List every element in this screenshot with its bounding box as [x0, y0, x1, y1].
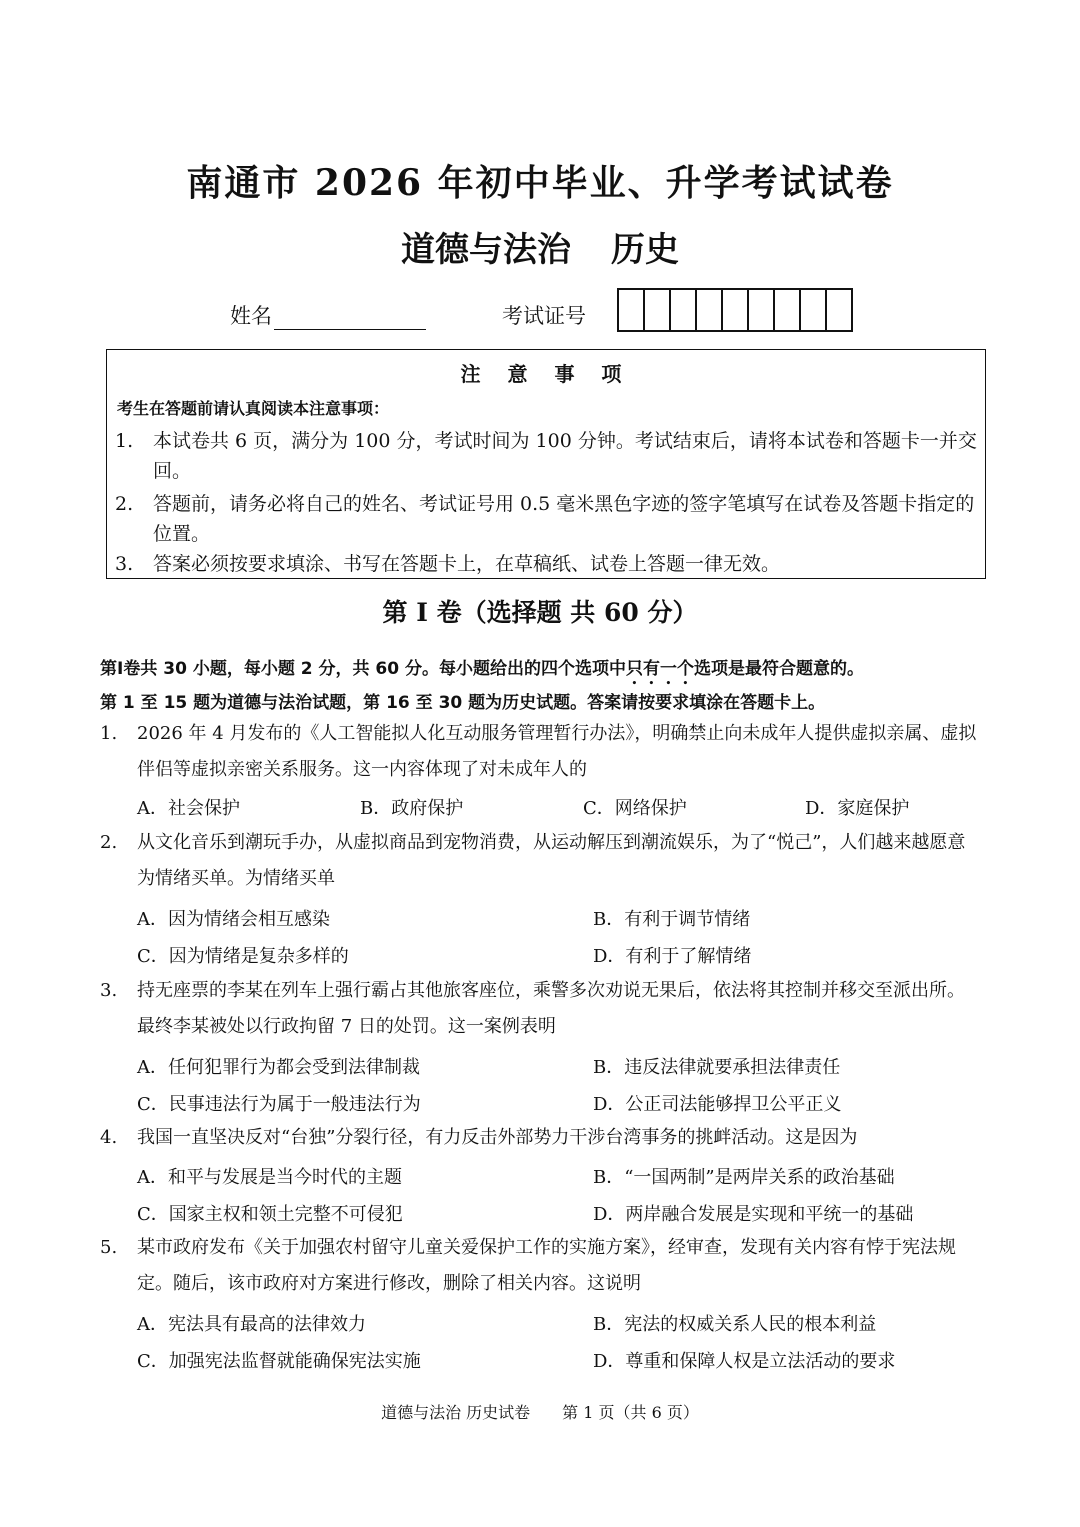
- question-number: 5.: [100, 1237, 118, 1258]
- notice-intro: 考生在答题前请认真阅读本注意事项：: [117, 399, 390, 418]
- notice-item-text: 本试卷共 6 页，满分为 100 分，考试时间为 100 分钟。考试结束后，请将本试卷和答题卡一并交回。: [153, 430, 977, 482]
- question-stem: [100, 1120, 980, 1156]
- option-c[interactable]: C．因为情绪是复杂多样的: [137, 946, 349, 967]
- option-a[interactable]: A．任何犯罪行为都会受到法律制裁: [137, 1057, 420, 1078]
- option-b[interactable]: B．“一国两制”是两岸关系的政治基础: [593, 1167, 895, 1188]
- option-c[interactable]: C．民事违法行为属于一般违法行为: [137, 1094, 421, 1115]
- subject-2: 历史: [611, 230, 679, 270]
- notice-item: [115, 549, 983, 579]
- question-text: 持无座票的李某在列车上强行霸占其他旅客座位，乘警多次劝说无果后，依法将其控制并移交至派出所。最终李某被处以行政拘留 7 日的处罚。这一案例表明: [137, 980, 965, 1037]
- id-digit-box[interactable]: [723, 290, 749, 330]
- question-number: 2.: [100, 832, 118, 853]
- question-text: 从文化音乐到潮玩手办，从虚拟商品到宠物消费，从运动解压到潮流娱乐，为了“悦己”，人们越来越愿意为情绪买单。为情绪买单: [137, 832, 966, 889]
- name-label: 姓名: [230, 304, 272, 328]
- notice-item-text: 答题前，请务必将自己的姓名、考试证号用 0.5 毫米黑色字迹的签字笔填写在试卷及答题卡指定的位置。: [153, 493, 975, 545]
- option-d[interactable]: D．公正司法能够捍卫公平正义: [593, 1094, 842, 1115]
- option-d[interactable]: D．家庭保护: [805, 798, 910, 819]
- notice-item: [115, 426, 983, 486]
- question-stem: [100, 825, 980, 897]
- question-text: 我国一直坚决反对“台独”分裂行径，有力反击外部势力干涉台湾事务的挑衅活动。这是因为: [137, 1127, 858, 1148]
- exam-id-boxes[interactable]: [617, 288, 853, 332]
- section-instruction-1: [100, 654, 864, 689]
- question-stem: [100, 1230, 980, 1302]
- option-c[interactable]: C．国家主权和领土完整不可侵犯: [137, 1204, 403, 1225]
- subject-title: [0, 222, 1080, 271]
- subject-1: 道德与法治: [401, 230, 571, 270]
- question-number: 1.: [100, 723, 118, 744]
- instruction-emphasis: 只有一个: [625, 659, 694, 679]
- id-digit-box[interactable]: [801, 290, 827, 330]
- notice-item-number: 2.: [115, 493, 134, 515]
- notice-item: [115, 489, 983, 549]
- option-d[interactable]: D．尊重和保障人权是立法活动的要求: [593, 1351, 896, 1372]
- exam-title: 南通市 2026 年初中毕业、升学考试试卷: [186, 162, 894, 204]
- option-a[interactable]: A．宪法具有最高的法律效力: [137, 1314, 366, 1335]
- id-digit-box[interactable]: [619, 290, 645, 330]
- question-stem: [100, 973, 980, 1045]
- option-d[interactable]: D．两岸融合发展是实现和平统一的基础: [593, 1204, 914, 1225]
- id-digit-box[interactable]: [697, 290, 723, 330]
- name-field[interactable]: [230, 300, 426, 330]
- exam-id-label: 考试证号: [502, 304, 586, 328]
- option-b[interactable]: B．宪法的权威关系人民的根本利益: [593, 1314, 877, 1335]
- page-footer: 道德与法治 历史试卷 第 1 页（共 6 页）: [381, 1403, 699, 1422]
- question-text: 某市政府发布《关于加强农村留守儿童关爱保护工作的实施方案》，经审查，发现有关内容有悖于宪法规定。随后，该市政府对方案进行修改，删除了相关内容。这说明: [137, 1237, 956, 1294]
- notice-item-text: 答案必须按要求填涂、书写在答题卡上，在草稿纸、试卷上答题一律无效。: [153, 553, 781, 575]
- instruction-text: 选项是最符合题意的。: [693, 659, 864, 679]
- section-instruction-2: 第 1 至 15 题为道德与法治试题，第 16 至 30 题为历史试题。答案请按要求填涂在答题卡上。: [100, 693, 826, 713]
- instruction-text: 第I卷共 30 小题，每小题 2 分，共 60 分。每小题给出的四个选项中: [100, 659, 626, 679]
- option-b[interactable]: B．违反法律就要承担法律责任: [593, 1057, 841, 1078]
- question-text: 2026 年 4 月发布的《人工智能拟人化互动服务管理暂行办法》，明确禁止向未成年人提供虚拟亲属、虚拟伴侣等虚拟亲密关系服务。这一内容体现了对未成年人的: [137, 723, 977, 780]
- question-stem: [100, 716, 980, 788]
- option-c[interactable]: C．加强宪法监督就能确保宪法实施: [137, 1351, 421, 1372]
- option-a[interactable]: A．和平与发展是当今时代的主题: [137, 1167, 402, 1188]
- option-a[interactable]: A．社会保护: [137, 798, 240, 819]
- id-digit-box[interactable]: [749, 290, 775, 330]
- id-digit-box[interactable]: [671, 290, 697, 330]
- notice-item-number: 3.: [115, 553, 134, 575]
- option-b[interactable]: B．有利于调节情绪: [593, 909, 751, 930]
- id-digit-box[interactable]: [645, 290, 671, 330]
- question-number: 3.: [100, 980, 118, 1001]
- section-title: 第 I 卷（选择题 共 60 分）: [382, 598, 698, 627]
- option-a[interactable]: A．因为情绪会相互感染: [137, 909, 330, 930]
- notice-box: [106, 349, 986, 579]
- notice-item-number: 1.: [115, 430, 134, 452]
- option-d[interactable]: D．有利于了解情绪: [593, 946, 752, 967]
- notice-title: 注 意 事 项: [460, 362, 632, 386]
- option-b[interactable]: B．政府保护: [360, 798, 464, 819]
- option-c[interactable]: C．网络保护: [583, 798, 687, 819]
- question-number: 4.: [100, 1127, 118, 1148]
- id-digit-box[interactable]: [775, 290, 801, 330]
- name-blank-line[interactable]: [274, 307, 426, 330]
- id-digit-box[interactable]: [827, 290, 851, 330]
